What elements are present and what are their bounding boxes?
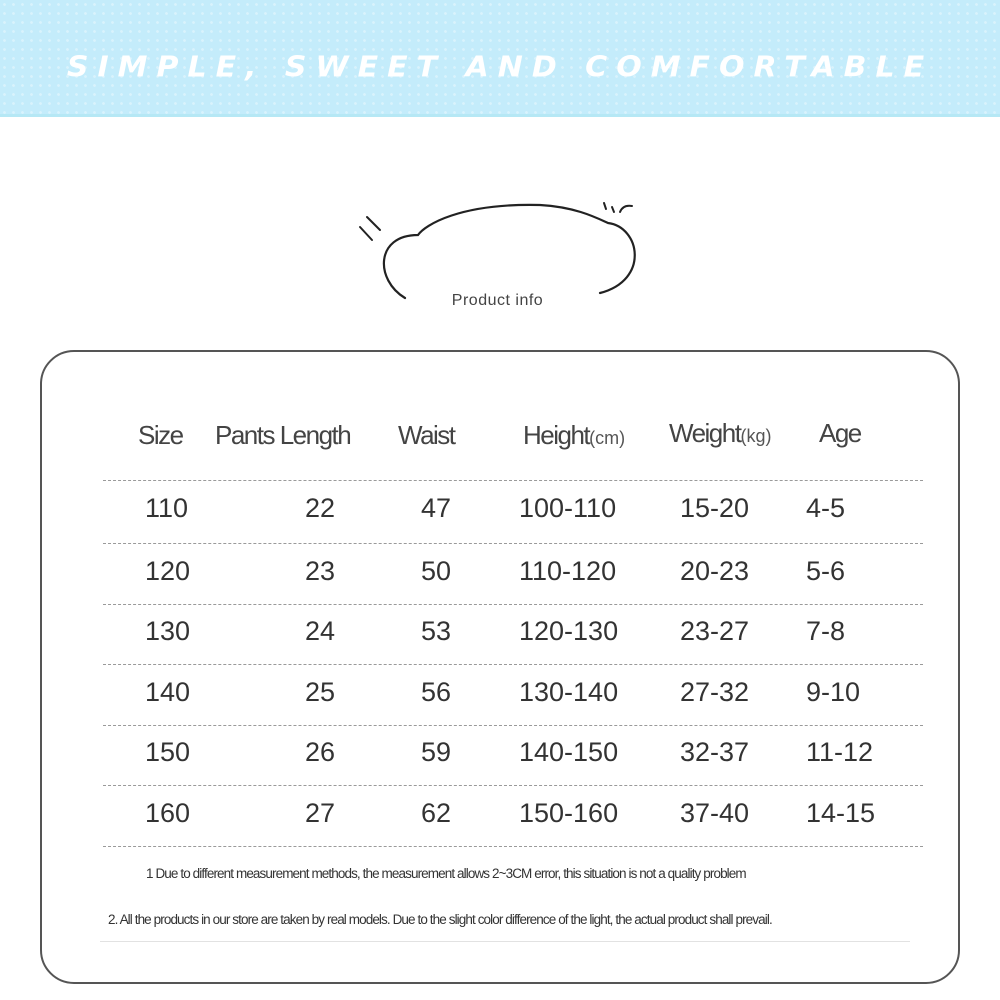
- cell-age: 5-6: [806, 556, 846, 586]
- cell-weight: 37-40: [680, 798, 750, 828]
- cell-pants-length: 22: [305, 493, 336, 523]
- cell-waist: 47: [421, 493, 452, 523]
- cell-height: 100-110: [519, 493, 617, 523]
- note-color-difference: 2. All the products in our store are taken by real models. Due to the slight color difference of the light, the actual product shall prevail.: [108, 912, 772, 927]
- cell-pants-length: 25: [305, 677, 336, 707]
- cell-age: 11-12: [806, 737, 874, 767]
- row-divider: [103, 543, 923, 544]
- cell-pants-length: 23: [305, 556, 336, 586]
- row-divider: [103, 846, 923, 847]
- row-divider: [103, 480, 923, 481]
- cell-waist: 56: [421, 677, 452, 707]
- cell-height: 150-160: [519, 798, 619, 828]
- table-row: [0, 493, 1000, 533]
- table-row: [0, 798, 1000, 838]
- banner-title: SIMPLE, SWEET AND COMFORTABLE: [66, 50, 934, 85]
- row-divider: [103, 785, 923, 786]
- cell-height: 120-130: [519, 616, 619, 646]
- table-row: [0, 556, 1000, 596]
- cell-age: 4-5: [806, 493, 846, 523]
- cell-height: 140-150: [519, 737, 619, 767]
- cell-height: 130-140: [519, 677, 619, 707]
- column-header-height: Height(cm): [523, 420, 626, 450]
- cell-age: 7-8: [806, 616, 846, 646]
- cell-pants-length: 26: [305, 737, 336, 767]
- cell-size: 150: [145, 737, 191, 767]
- cell-weight: 15-20: [680, 493, 750, 523]
- column-header-weight: Weight(kg): [669, 418, 772, 448]
- table-header: [0, 420, 1000, 460]
- cell-pants-length: 24: [305, 616, 336, 646]
- section-label: Product info: [451, 292, 544, 309]
- table-row: [0, 677, 1000, 717]
- cell-size: 160: [145, 798, 191, 828]
- column-header-size: Size: [138, 420, 183, 450]
- row-divider: [103, 664, 923, 665]
- cell-waist: 53: [421, 616, 452, 646]
- cell-size: 120: [145, 556, 191, 586]
- cell-size: 130: [145, 616, 191, 646]
- cell-weight: 32-37: [680, 737, 750, 767]
- cell-weight: 23-27: [680, 616, 750, 646]
- cell-age: 9-10: [806, 677, 861, 707]
- banner: [0, 0, 1000, 117]
- bottom-divider: [100, 941, 910, 942]
- cell-weight: 20-23: [680, 556, 750, 586]
- column-header-waist: Waist: [398, 420, 455, 450]
- column-header-age: Age: [819, 418, 861, 448]
- cell-age: 14-15: [806, 798, 876, 828]
- table-row: [0, 737, 1000, 777]
- row-divider: [103, 604, 923, 605]
- table-row: [0, 616, 1000, 656]
- cell-waist: 59: [421, 737, 452, 767]
- cell-size: 110: [145, 493, 189, 523]
- column-header-pants-length: Pants Length: [215, 420, 351, 450]
- cell-weight: 27-32: [680, 677, 750, 707]
- cell-waist: 50: [421, 556, 452, 586]
- row-divider: [103, 725, 923, 726]
- note-measurement: 1 Due to different measurement methods, the measurement allows 2~3CM error, this situation is not a quality problem: [146, 866, 746, 881]
- cell-pants-length: 27: [305, 798, 336, 828]
- cell-height: 110-120: [519, 556, 617, 586]
- cell-waist: 62: [421, 798, 452, 828]
- cell-size: 140: [145, 677, 191, 707]
